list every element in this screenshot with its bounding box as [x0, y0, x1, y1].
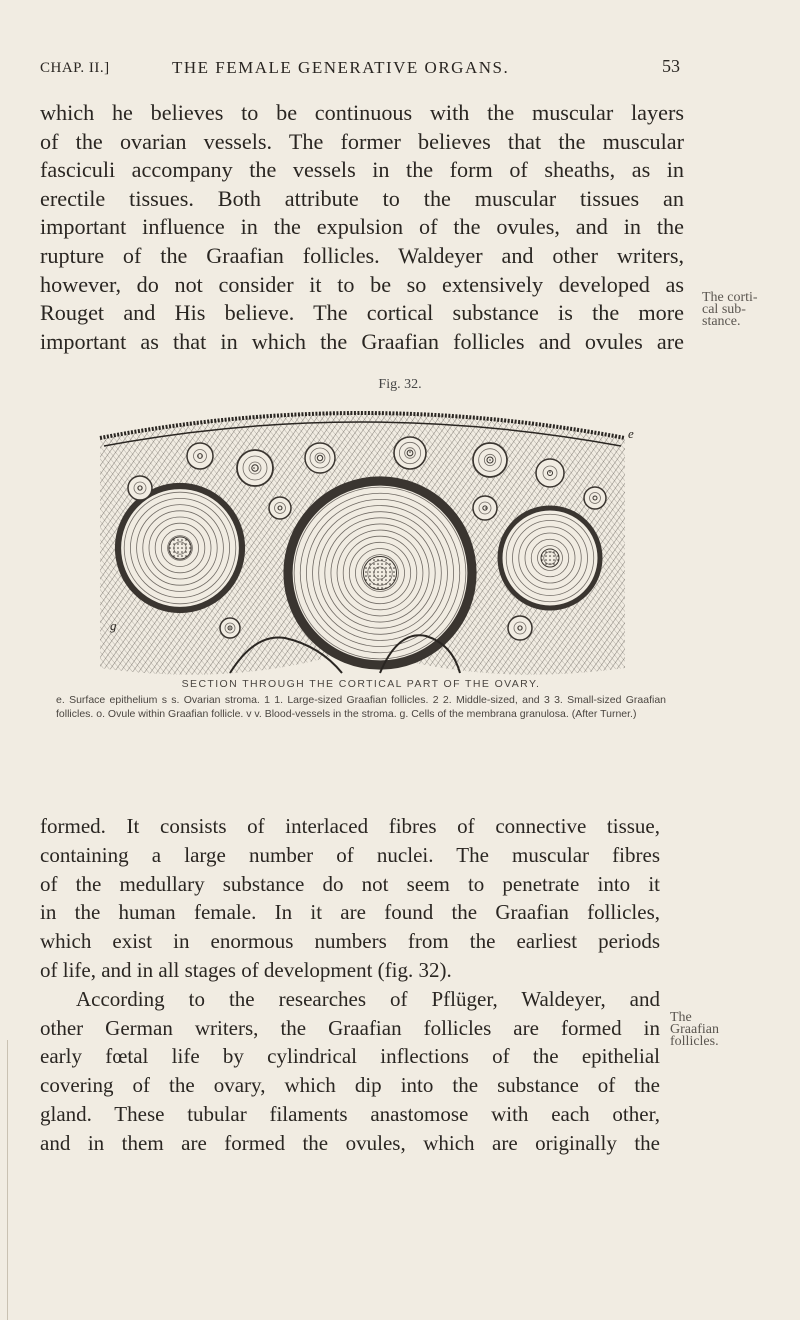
page-edge-rule	[7, 1040, 8, 1320]
text-line: containing a large number of nuclei. The muscular fibres	[40, 842, 660, 867]
margin-note-line: follicles.	[670, 1034, 719, 1049]
ovary-section-engraving	[80, 398, 640, 788]
running-title: THE FEMALE GENERATIVE ORGANS.	[172, 58, 510, 77]
margin-note-line: cal sub-	[702, 302, 746, 317]
follicle	[118, 486, 242, 610]
engraving-illustration	[80, 398, 640, 676]
follicle	[584, 487, 606, 509]
text-line: of life, and in all stages of development (fig. 32).	[40, 957, 452, 982]
follicle	[394, 437, 426, 469]
margin-note-line: stance.	[702, 314, 741, 329]
follicle	[305, 443, 335, 473]
text-line: which he believes to be continuous with the muscular layers	[40, 100, 684, 125]
figure-letter-g: g	[110, 618, 117, 633]
text-line: gland. These tubular filaments anastomose with each other,	[40, 1101, 660, 1126]
text-line: important influence in the expulsion of the ovules, and in the	[40, 214, 684, 240]
text-line: early fœtal life by cylindrical inflections of the epithelial	[40, 1044, 660, 1069]
text-line: erectile tissues. Both attribute to the muscular tissues an	[40, 185, 684, 211]
margin-note-line: The corti-	[702, 290, 758, 305]
text-line: formed. It consists of interlaced fibres of connective tissue,	[40, 814, 660, 838]
follicle	[237, 450, 273, 486]
figure-letter-e: e	[628, 426, 634, 441]
follicle	[220, 618, 240, 638]
follicle	[288, 481, 472, 665]
text-line: rupture of the Graafian follicles. Waldeyer and other writers,	[40, 242, 684, 268]
follicle	[269, 497, 291, 519]
follicle	[536, 459, 564, 487]
figure-label: Fig. 32.	[378, 377, 422, 392]
margin-note-graafian-follicles	[670, 1012, 760, 1048]
follicle	[473, 496, 497, 520]
text-line: of the ovarian vessels. The former believes that the muscular	[40, 128, 684, 154]
follicle	[500, 508, 600, 608]
text-line: which exist in enormous numbers from the earliest periods	[40, 929, 660, 954]
text-line: other German writers, the Graafian follicles are formed in	[40, 1015, 660, 1040]
follicle	[508, 616, 532, 640]
chapter-label: CHAP. II.]	[40, 60, 110, 76]
follicle	[128, 476, 152, 500]
margin-note-cortical-substance	[702, 292, 792, 328]
follicle	[473, 443, 507, 477]
figure-caption	[56, 678, 666, 721]
caption-body: e. Surface epithelium s s. Ovarian stroma. 1 1. Large-sized Graafian follicles. 2 2. Middle-sized, and 3 3. Small-sized Graafian follicles. o. Ovule within Graafian follicle. v v. Blood-vessels in the stroma. g. Cells of the membrana granulosa. (After Turner.)	[56, 694, 666, 720]
text-line: Rouget and His believe. The cortical substance is the more	[40, 300, 684, 326]
text-line: According to the researches of Pflüger, Waldeyer, and	[76, 986, 660, 1011]
text-line: covering of the ovary, which dip into the substance of the	[40, 1073, 660, 1098]
text-line: and in them are formed the ovules, which are originally the	[40, 1130, 660, 1155]
margin-note-line: The	[670, 1010, 692, 1025]
margin-note-line: Graafian	[670, 1022, 719, 1037]
follicle	[187, 443, 213, 469]
running-head	[40, 56, 680, 84]
page-number: 53	[662, 56, 680, 76]
text-line: in the human female. In it are found the Graafian follicles,	[40, 900, 660, 925]
text-line: important as that in which the Graafian follicles and ovules are	[40, 328, 684, 354]
paragraph-1	[40, 99, 684, 356]
paragraph-2	[40, 812, 660, 1158]
caption-title: SECTION THROUGH THE CORTICAL PART OF THE OVARY.	[181, 678, 541, 690]
text-line: however, do not consider it to be so extensively developed as	[40, 271, 684, 297]
text-line: fasciculi accompany the vessels in the form of sheaths, as in	[40, 157, 684, 183]
text-line: of the medullary substance do not seem to penetrate into it	[40, 871, 660, 896]
